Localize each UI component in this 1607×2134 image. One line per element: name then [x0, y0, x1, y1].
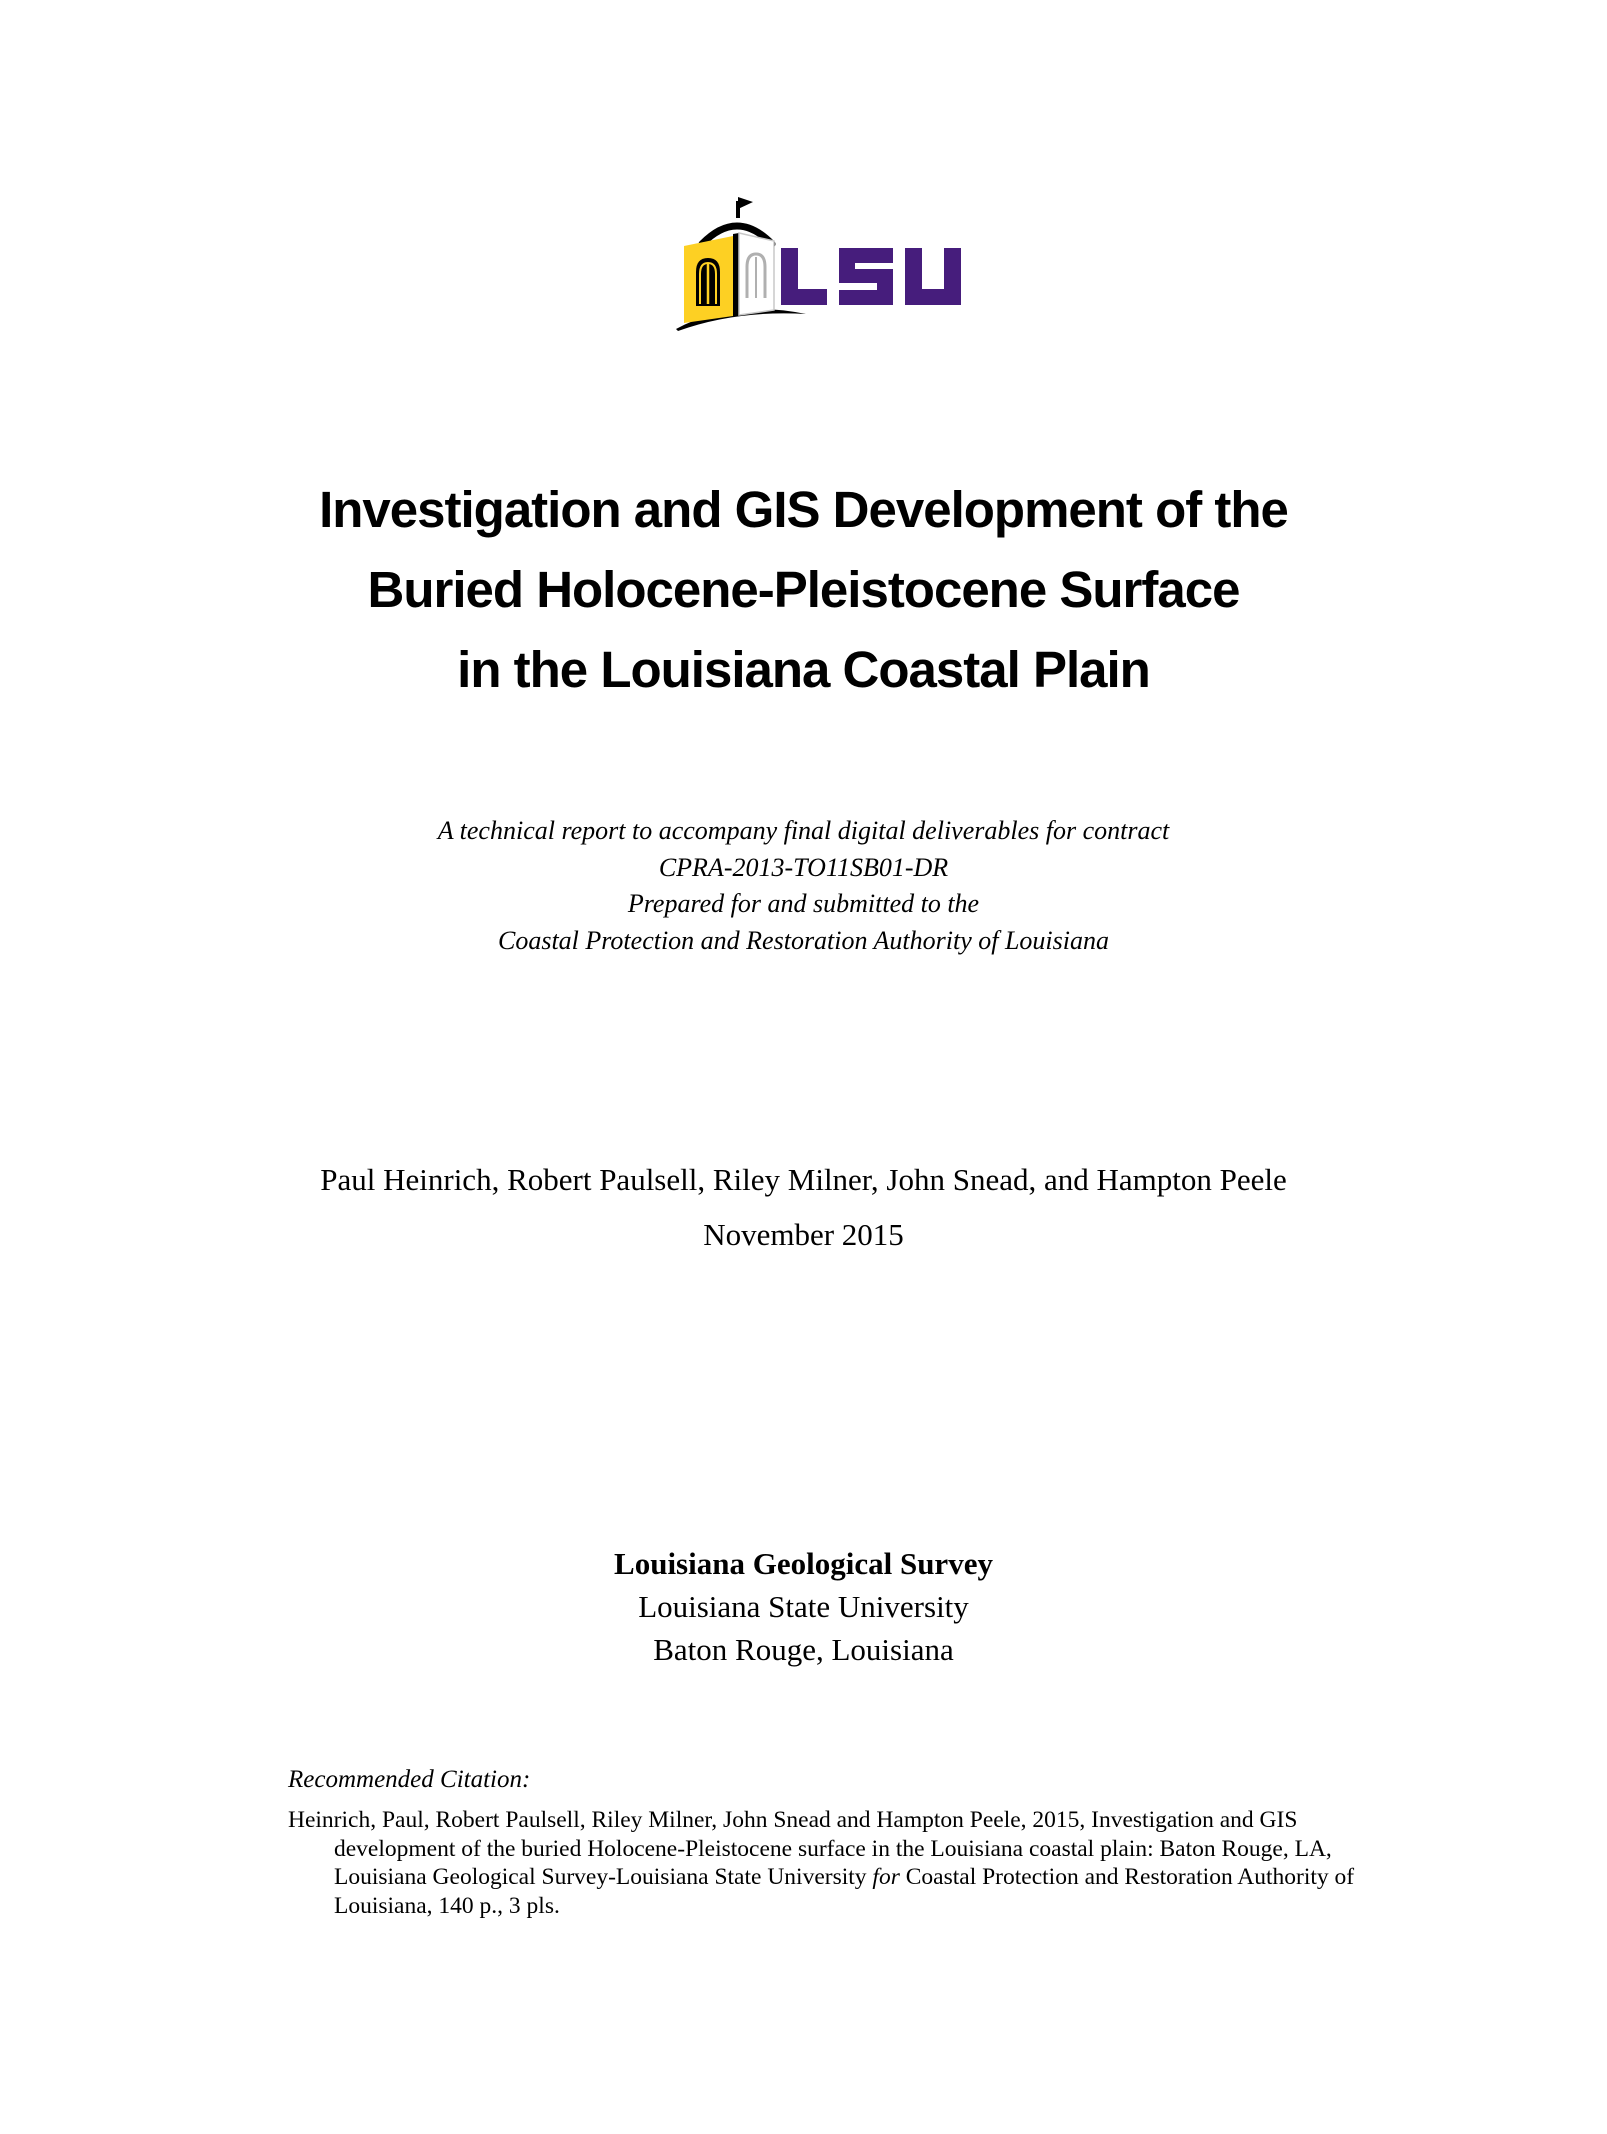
affiliation-organization: Louisiana Geological Survey: [614, 1546, 993, 1581]
title-line-2: Buried Holocene-Pleistocene Surface: [367, 561, 1240, 618]
lsu-wordmark: [781, 248, 961, 305]
citation-for-italic: for: [872, 1864, 900, 1890]
citation-part-1: Heinrich, Paul, Robert Paulsell, Riley Milner, John Snead and Hampton Peele, 2015, Investigation and GIS development of the buried Holocene-Pleistocene surface in the Louisiana coastal plain: Baton Rouge, LA, Louisiana Geological Survey-Louisiana State University: [288, 1807, 1332, 1890]
publication-date: November 2015: [703, 1217, 904, 1252]
subtitle-line-1: A technical report to accompany final digital deliverables for contract: [437, 816, 1170, 845]
affiliation-university: Louisiana State University: [638, 1589, 969, 1624]
citation-label: Recommended Citation:: [288, 1766, 531, 1793]
title-line-1: Investigation and GIS Development of the: [319, 481, 1288, 538]
recommended-citation-text: [288, 1806, 1364, 1920]
subtitle-line-4: Coastal Protection and Restoration Authority of Louisiana: [497, 925, 1109, 955]
subtitle-line-3: Prepared for and submitted to the: [627, 889, 980, 918]
citation-part-2: Coastal Protection and Restoration Authority of Louisiana, 140 p., 3 pls.: [334, 1864, 1355, 1919]
report-title: [0, 470, 1607, 710]
affiliation-city: Baton Rouge, Louisiana: [653, 1632, 954, 1667]
title-line-3: in the Louisiana Coastal Plain: [457, 641, 1150, 698]
authors-line: Paul Heinrich, Robert Paulsell, Riley Milner, John Snead, and Hampton Peele: [320, 1162, 1287, 1197]
affiliation-block: [0, 1542, 1607, 1671]
lsu-logo-graphic: [676, 188, 966, 335]
contract-number: CPRA-2013-TO11SB01-DR: [658, 852, 949, 882]
lsu-logo: [676, 188, 966, 335]
report-subtitle: [0, 813, 1607, 959]
